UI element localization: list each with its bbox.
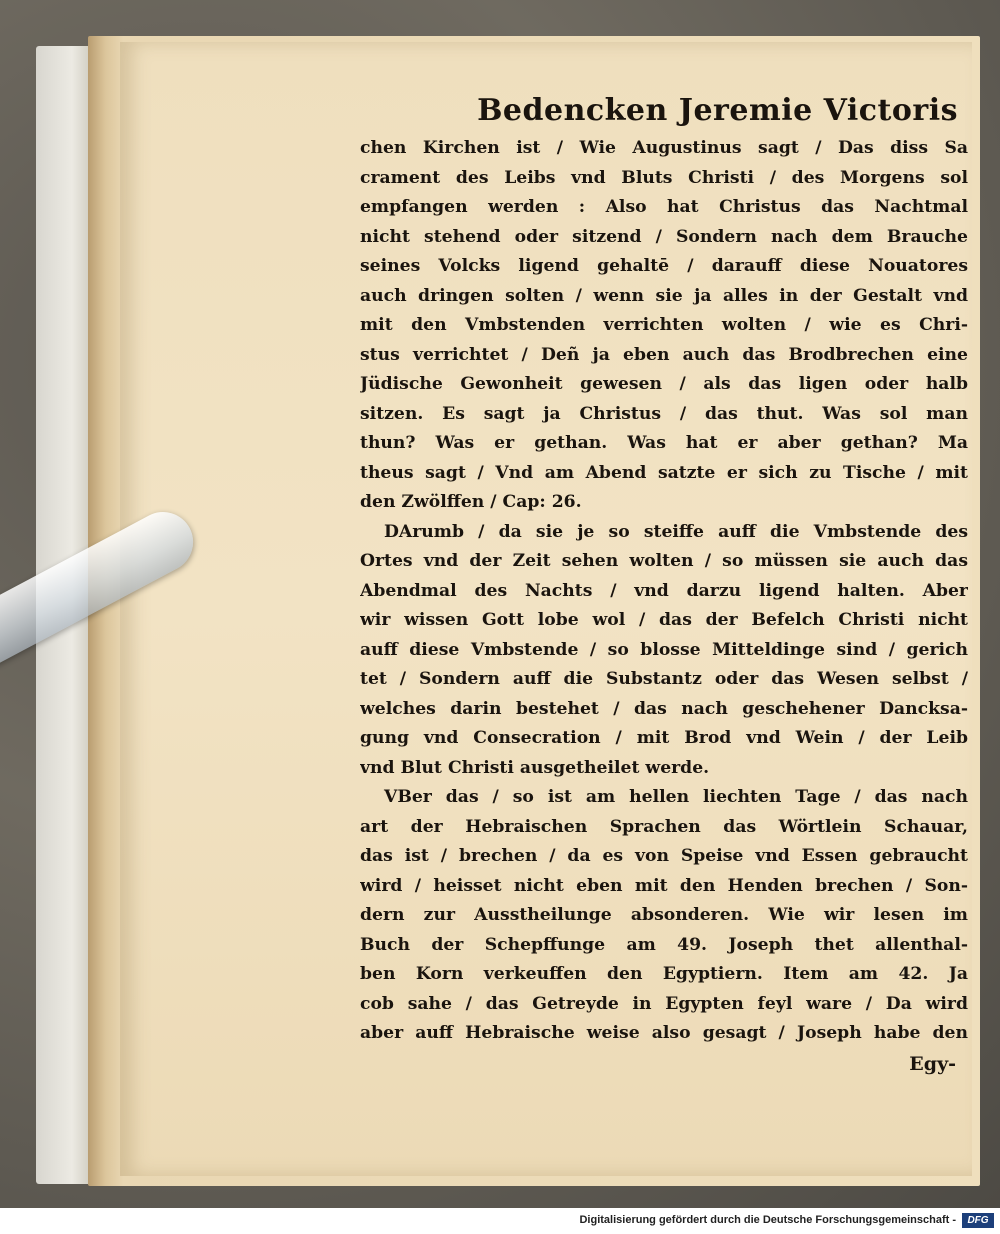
text-line: wird / heisset nicht eben mit den Henden brechen / Son- — [360, 875, 968, 896]
text-line: nicht stehend oder sitzend / Sondern nach dem Brauche — [360, 226, 968, 247]
catchword: Egy- — [909, 1052, 956, 1075]
text-line: auff diese Vmbstende / so blosse Mitteldinge sind / gerich — [360, 639, 968, 660]
dfg-logo: DFG — [962, 1213, 994, 1228]
text-line: art der Hebraischen Sprachen das Wörtlein Schauar, — [360, 816, 968, 837]
text-line: vnd Blut Christi ausgetheilet werde. — [360, 757, 710, 778]
text-line: tet / Sondern auff die Substantz oder das Wesen selbst / — [360, 669, 968, 689]
text-line: theus sagt / Vnd am Abend satzte er sich zu Tische / mit — [360, 462, 968, 483]
text-line: Jüdische Gewonheit gewesen / als das ligen oder halb — [360, 374, 968, 394]
text-line: VBer das / so ist am hellen liechten Tage / das nach — [384, 787, 968, 807]
text-line: crament des Leibs vnd Bluts Christi / des Morgens sol — [360, 167, 968, 188]
text-line: dern zur Ausstheilunge absonderen. Wie wir lesen im — [360, 905, 968, 925]
text-line: welches darin bestehet / das nach geschehener Dancksa- — [360, 698, 968, 719]
text-line: aber auff Hebraische weise also gesagt / Joseph habe den — [360, 1023, 968, 1043]
text-line: mit den Vmbstenden verrichten wolten / wie es Chri- — [360, 315, 968, 335]
text-line: sitzen. Es sagt ja Christus / das thut. Was sol man — [360, 403, 968, 424]
text-line: seines Volcks ligend gehaltē / darauff diese Nouatores — [360, 256, 968, 276]
funding-credit: Digitalisierung gefördert durch die Deutsche Forschungsgemeinschaft - — [579, 1214, 956, 1226]
text-line: empfangen werden : Also hat Christus das Nachtmal — [360, 197, 968, 217]
text-line: Abendmal des Nachts / vnd darzu ligend halten. Aber — [360, 580, 968, 601]
text-line: thun? Was er gethan. Was hat er aber gethan? Ma — [360, 433, 968, 453]
text-line: Ortes vnd der Zeit sehen wolten / so müssen sie auch das — [360, 551, 968, 571]
text-lines — [360, 134, 968, 1049]
text-line: chen Kirchen ist / Wie Augustinus sagt / Das diss Sa — [360, 138, 968, 158]
footer-bar — [0, 1208, 1000, 1234]
text-line: Buch der Schepffunge am 49. Joseph thet allenthal- — [360, 934, 968, 955]
text-line: gung vnd Consecration / mit Brod vnd Wein / der Leib — [360, 728, 968, 748]
running-head: Bedencken Jeremie Victoris — [477, 93, 958, 128]
text-line: das ist / brechen / da es von Speise vnd Essen gebraucht — [360, 846, 968, 866]
text-line: DArumb / da sie je so steiffe auff die Vmbstende des — [384, 521, 968, 542]
text-line: cob sahe / das Getreyde in Egypten feyl ware / Da wird — [360, 993, 968, 1014]
text-line: stus verrichtet / Deñ ja eben auch das Brodbrechen eine — [360, 344, 968, 365]
page-text — [360, 88, 968, 1079]
text-line: den Zwölffen / Cap: 26. — [360, 492, 582, 512]
text-line: auch dringen solten / wenn sie ja alles in der Gestalt vnd — [360, 285, 968, 306]
text-line: ben Korn verkeuffen den Egyptiern. Item am 42. Ja — [360, 964, 968, 984]
text-line: wir wissen Gott lobe wol / das der Befelch Christi nicht — [360, 610, 968, 630]
